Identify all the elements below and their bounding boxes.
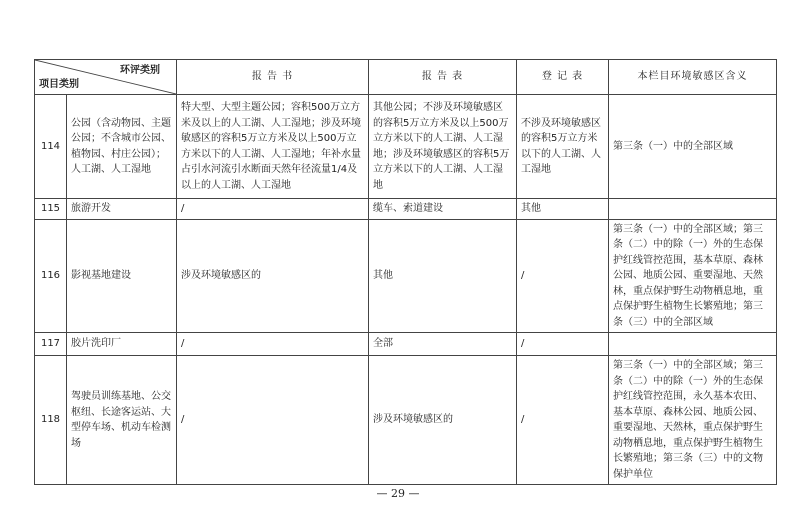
table-row (35, 95, 777, 199)
register-cell: 不涉及环境敏感区的容积5万立方米以下的人工湖、人工湿地 (517, 95, 609, 199)
table-row (35, 199, 777, 220)
report-book-cell: 涉及环境敏感区的 (177, 219, 369, 333)
register-cell: / (517, 219, 609, 333)
project-category-cell: 影视基地建设 (67, 219, 177, 333)
report-table-cell: 缆车、索道建设 (369, 199, 517, 220)
page-number: — 29 — (376, 487, 420, 500)
report-table-cell: 涉及环境敏感区的 (369, 356, 517, 485)
report-table-cell: 全部 (369, 333, 517, 356)
report-book-cell: / (177, 199, 369, 220)
row-number: 114 (35, 95, 67, 199)
project-category-label: 项目类别 (39, 78, 79, 90)
col-header-report-book: 报 告 书 (177, 60, 369, 95)
sensitive-area-meaning-cell (609, 333, 777, 356)
sensitive-area-meaning-cell (609, 199, 777, 220)
diagonal-header-cell (35, 60, 177, 95)
table-row (35, 333, 777, 356)
sensitive-area-meaning-cell: 第三条（一）中的全部区域；第三条（二）中的除（一）外的生态保护红线管控范围，基本草原、森林公园、地质公园、重要湿地、天然林，重点保护野生动物栖息地，重点保护野生植物生长繁殖地；第三条（三）中的全部区域 (609, 219, 777, 333)
project-category-cell: 旅游开发 (67, 199, 177, 220)
row-number: 115 (35, 199, 67, 220)
table-header-row (35, 60, 777, 95)
row-number: 117 (35, 333, 67, 356)
table-row (35, 219, 777, 333)
report-table-cell: 其他 (369, 219, 517, 333)
report-book-cell: / (177, 333, 369, 356)
env-assessment-category-label: 环评类别 (120, 65, 160, 76)
col-header-report-table: 报 告 表 (369, 60, 517, 95)
project-category-cell: 公园（含动物园、主题公园；不含城市公园、植物园、村庄公园）；人工湖、人工湿地 (67, 95, 177, 199)
sensitive-area-meaning-cell: 第三条（一）中的全部区域；第三条（二）中的除（一）外的生态保护红线管控范围，永久基本农田、基本草原、森林公园、地质公园、重要湿地、天然林，重点保护野生动物栖息地，重点保护野生植物生长繁殖地；第三条（三）中的文物保护单位 (609, 356, 777, 485)
register-cell: / (517, 333, 609, 356)
row-number: 118 (35, 356, 67, 485)
col-header-sensitive-area-meaning: 本栏目环境敏感区含义 (609, 60, 777, 95)
project-category-table (34, 59, 777, 485)
report-table-cell: 其他公园；不涉及环境敏感区的容积5万立方米及以上500万立方米以下的人工湖、人工湿地；涉及环境敏感区的容积5万立方米以下的人工湖、人工湿地 (369, 95, 517, 199)
table-row (35, 356, 777, 485)
col-header-register: 登 记 表 (517, 60, 609, 95)
register-cell: 其他 (517, 199, 609, 220)
project-category-cell: 胶片洗印厂 (67, 333, 177, 356)
row-number: 116 (35, 219, 67, 333)
sensitive-area-meaning-cell: 第三条（一）中的全部区域 (609, 95, 777, 199)
report-book-cell: / (177, 356, 369, 485)
report-book-cell: 特大型、大型主题公园；容积500万立方米及以上的人工湖、人工湿地；涉及环境敏感区的容积5万立方米及以上500万立方米以下的人工湖、人工湿地；年补水量占引水河流引水断面天然年径流量1/4及以上的人工湖、人工湿地 (177, 95, 369, 199)
project-category-cell: 驾驶员训练基地、公交枢纽、长途客运站、大型停车场、机动车检测场 (67, 356, 177, 485)
register-cell: / (517, 356, 609, 485)
